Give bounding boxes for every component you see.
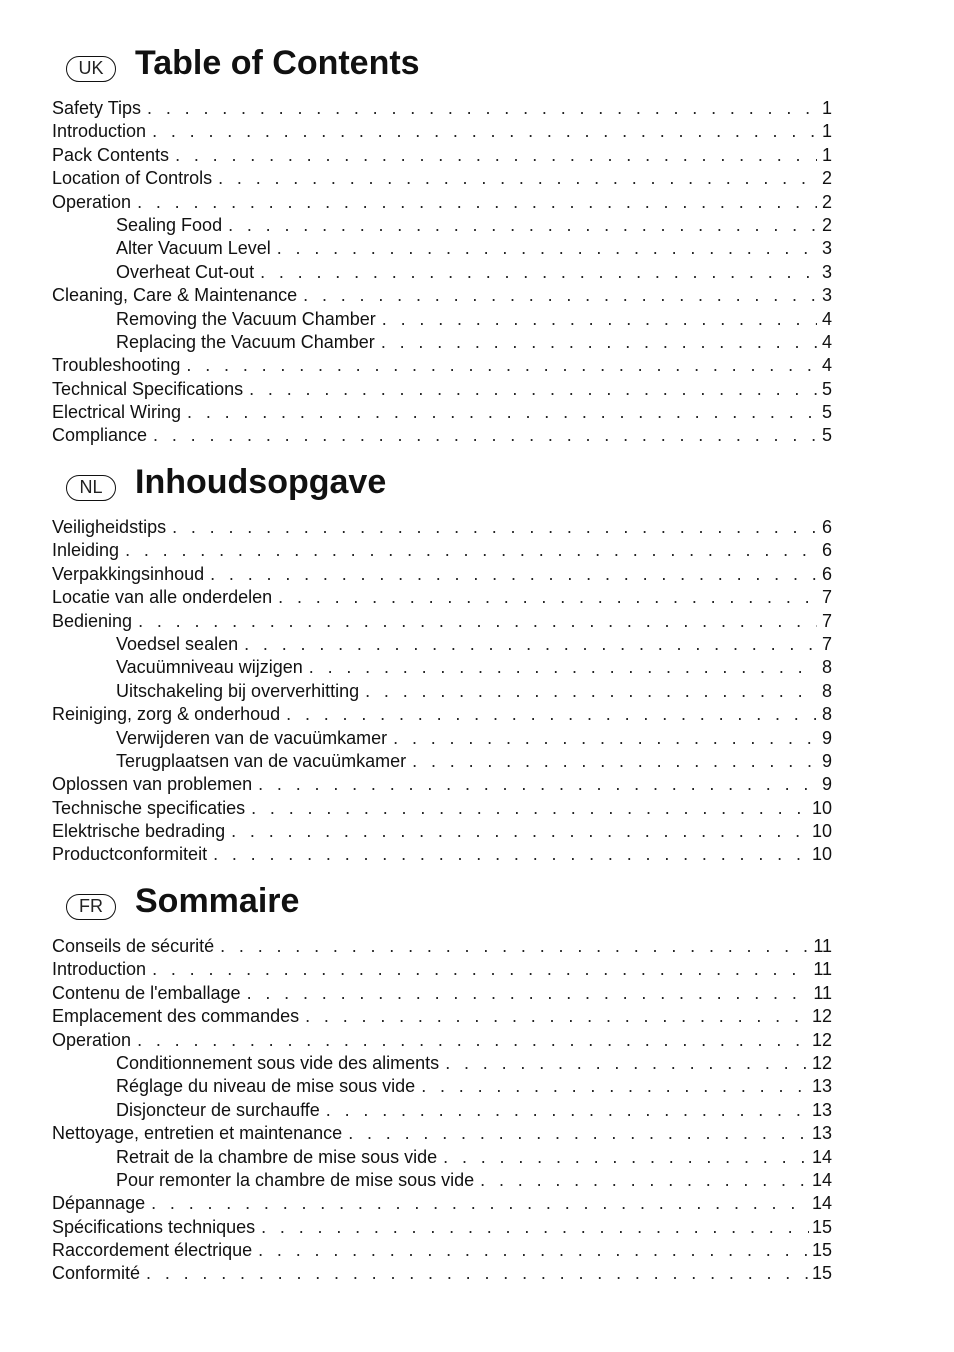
toc-page-number: 10 [811,821,832,842]
toc-page-number: 8 [821,704,832,725]
language-badge: NL [66,475,116,501]
toc-entry-label: Operation [52,191,132,212]
section-title: Inhoudsopgave [135,463,387,501]
toc-entry-label: Disjoncteur de surchauffe [116,1099,320,1120]
toc-entry-label: Elektrische bedrading [52,821,226,842]
toc-entry-label: Dépannage [52,1193,146,1214]
dot-leader [277,238,817,259]
toc-page-number: 12 [811,1052,832,1073]
toc-entry[interactable] [52,168,832,191]
toc-page-number: 3 [821,261,832,282]
toc-entry[interactable] [52,983,832,1006]
toc-entry-label: Sealing Food [116,214,223,235]
toc-page-number: 8 [821,657,832,678]
dot-leader [152,959,810,980]
toc-page-number: 7 [821,610,832,631]
toc-entry-label: Verwijderen van de vacuümkamer [116,727,388,748]
toc-page-number: 5 [821,402,832,423]
toc-entry[interactable] [52,285,832,308]
toc-entry[interactable] [52,821,832,844]
dot-leader [228,215,817,236]
toc-page-number: 2 [821,214,832,235]
dot-leader [305,1006,809,1027]
toc-entry[interactable] [52,798,832,821]
toc-entry-label: Spécifications techniques [52,1216,256,1237]
toc-entry-label: Electrical Wiring [52,402,182,423]
toc-page-number: 13 [811,1099,832,1120]
dot-leader [244,634,817,655]
toc-entry[interactable] [52,1240,832,1263]
toc-entry[interactable] [52,611,832,634]
dot-leader [443,1147,809,1168]
dot-leader [365,681,817,702]
toc-entry-label: Uitschakeling bij oververhitting [116,680,360,701]
dot-leader [382,309,817,330]
toc-page-number: 7 [821,633,832,654]
dot-leader [258,774,817,795]
toc-page-number: 11 [813,936,832,956]
toc-page-number: 4 [821,308,832,329]
toc-entry-label: Réglage du niveau de mise sous vide [116,1076,416,1097]
toc-page-number: 13 [811,1076,832,1097]
toc-entry-label: Retrait de la chambre de mise sous vide [116,1146,438,1167]
toc-entry[interactable] [52,517,832,540]
toc-page-number: 15 [811,1263,832,1284]
toc-entry-label: Vacuümniveau wijzigen [116,657,303,678]
language-badge: UK [66,56,116,82]
toc-entry[interactable] [52,379,832,402]
dot-leader [260,262,817,283]
toc-page-number: 9 [821,750,832,771]
dot-leader [247,983,811,1004]
dot-leader [309,657,817,678]
toc-entry[interactable] [52,1123,832,1146]
toc-subentry[interactable] [52,728,832,751]
toc-entry-label: Overheat Cut-out [116,261,255,282]
toc-page-number: 10 [811,844,832,865]
toc-entry-label: Cleaning, Care & Maintenance [52,285,298,306]
toc-entry[interactable] [52,564,832,587]
toc-entry-label: Raccordement électrique [52,1240,253,1261]
dot-leader [137,1030,809,1051]
dot-leader [286,704,817,725]
dot-leader [187,402,817,423]
toc-entry[interactable] [52,121,832,144]
toc-page-number: 14 [811,1146,832,1167]
toc-page-number: 10 [811,797,832,818]
dot-leader [147,98,817,119]
dot-leader [445,1053,809,1074]
toc-entry[interactable] [52,192,832,215]
toc-list [52,936,832,1287]
toc-entry-label: Compliance [52,425,148,446]
toc-page-number: 13 [811,1123,832,1144]
toc-subentry[interactable] [52,1100,832,1123]
section-uk [0,44,954,446]
section-title: Sommaire [135,882,300,920]
toc-entry[interactable] [52,540,832,563]
dot-leader [152,121,817,142]
toc-entry[interactable] [52,959,832,982]
toc-entry-label: Verpakkingsinhoud [52,563,205,584]
dot-leader [186,355,817,376]
toc-entry-label: Oplossen van problemen [52,774,253,795]
dot-leader [231,821,809,842]
toc-page-number: 1 [821,144,832,165]
dot-leader [153,425,817,446]
toc-entry[interactable] [52,98,832,121]
toc-subentry[interactable] [52,657,832,680]
dot-leader [480,1170,809,1191]
dot-leader [218,168,817,189]
toc-subentry[interactable] [52,1170,832,1193]
toc-page-number: 14 [811,1193,832,1214]
toc-entry-label: Pour remonter la chambre de mise sous vide [116,1169,475,1190]
toc-entry[interactable] [52,425,832,448]
section-title: Table of Contents [135,44,420,82]
toc-entry[interactable] [52,936,832,959]
dot-leader [381,332,817,353]
dot-leader [258,1240,809,1261]
toc-page-number: 6 [821,517,832,537]
toc-entry[interactable] [52,1030,832,1053]
toc-entry-label: Terugplaatsen van de vacuümkamer [116,750,407,771]
toc-page-number: 1 [821,121,832,142]
toc-page-number: 5 [821,378,832,399]
toc-entry-label: Inleiding [52,540,120,561]
toc-entry-label: Replacing the Vacuum Chamber [116,331,375,352]
toc-subentry[interactable] [52,1053,832,1076]
toc-page-number: 3 [821,285,832,306]
toc-entry-label: Conditionnement sous vide des aliments [116,1052,440,1073]
toc-page-number: 11 [813,959,832,980]
toc-entry[interactable] [52,704,832,727]
dot-leader [137,192,817,213]
toc-entry-label: Productconformiteit [52,844,208,865]
toc-entry[interactable] [52,1217,832,1240]
toc-entry-label: Bediening [52,610,133,631]
dot-leader [393,728,817,749]
toc-page-number: 15 [811,1240,832,1261]
toc-subentry[interactable] [52,262,832,285]
toc-entry[interactable] [52,355,832,378]
toc-entry-label: Alter Vacuum Level [116,238,271,259]
toc-entry-label: Technical Specifications [52,378,244,399]
toc-subentry[interactable] [52,681,832,704]
dot-leader [138,611,817,632]
dot-leader [213,844,809,865]
toc-entry-label: Reiniging, zorg & onderhoud [52,704,281,725]
dot-leader [210,564,817,585]
dot-leader [146,1263,809,1284]
toc-page-number: 12 [811,1006,832,1027]
toc-entry-label: Conformité [52,1263,141,1284]
language-badge: FR [66,894,116,920]
dot-leader [303,285,817,306]
dot-leader [249,379,817,400]
toc-page-number: 5 [821,425,832,446]
dot-leader [278,587,817,608]
dot-leader [151,1193,809,1214]
toc-page-number: 6 [821,540,832,561]
toc-subentry[interactable] [52,215,832,238]
toc-page-number: 9 [821,727,832,748]
toc-entry-label: Operation [52,1029,132,1050]
toc-subentry[interactable] [52,1147,832,1170]
dot-leader [251,798,809,819]
toc-subentry[interactable] [52,332,832,355]
toc-entry-label: Veiligheidstips [52,517,167,537]
toc-entry[interactable] [52,1193,832,1216]
toc-entry-label: Pack Contents [52,144,170,165]
dot-leader [220,936,810,957]
dot-leader [412,751,817,772]
toc-list [52,98,832,449]
toc-page-number: 7 [821,587,832,608]
dot-leader [261,1217,809,1238]
toc-page-number: 1 [821,98,832,118]
toc-entry[interactable] [52,145,832,168]
toc-entry-label: Location of Controls [52,168,213,189]
toc-subentry[interactable] [52,751,832,774]
toc-entry-label: Locatie van alle onderdelen [52,587,273,608]
toc-page-number: 6 [821,563,832,584]
toc-entry-label: Nettoyage, entretien et maintenance [52,1123,343,1144]
toc-page-number: 4 [821,331,832,352]
toc-entry[interactable] [52,402,832,425]
toc-page-number: 12 [811,1029,832,1050]
dot-leader [125,540,817,561]
toc-page-number: 2 [821,191,832,212]
toc-entry-label: Emplacement des commandes [52,1006,300,1027]
toc-subentry[interactable] [52,309,832,332]
toc-entry-label: Removing the Vacuum Chamber [116,308,376,329]
toc-entry-label: Conseils de sécurité [52,936,215,956]
toc-entry-label: Technische specificaties [52,797,246,818]
toc-page-number: 4 [821,355,832,376]
toc-entry[interactable] [52,587,832,610]
toc-page-number: 9 [821,774,832,795]
toc-subentry[interactable] [52,238,832,261]
toc-entry[interactable] [52,1006,832,1029]
dot-leader [172,517,817,538]
toc-page-number: 14 [811,1169,832,1190]
toc-entry-label: Safety Tips [52,98,142,118]
toc-entry[interactable] [52,1263,832,1286]
toc-entry-label: Introduction [52,121,147,142]
toc-entry[interactable] [52,844,832,867]
section-nl [0,463,954,865]
toc-entry-label: Introduction [52,959,147,980]
toc-entry-label: Troubleshooting [52,355,181,376]
toc-page-number: 2 [821,168,832,189]
dot-leader [421,1076,809,1097]
toc-subentry[interactable] [52,634,832,657]
dot-leader [326,1100,809,1121]
toc-page-number: 11 [813,982,832,1003]
section-fr [0,882,954,1284]
toc-page-number: 3 [821,238,832,259]
toc-entry-label: Voedsel sealen [116,633,239,654]
toc-entry-label: Contenu de l'emballage [52,982,241,1003]
toc-page-number: 15 [811,1216,832,1237]
dot-leader [348,1123,809,1144]
toc-page-number: 8 [821,680,832,701]
dot-leader [175,145,817,166]
toc-list [52,517,832,868]
toc-entry[interactable] [52,774,832,797]
toc-subentry[interactable] [52,1076,832,1099]
